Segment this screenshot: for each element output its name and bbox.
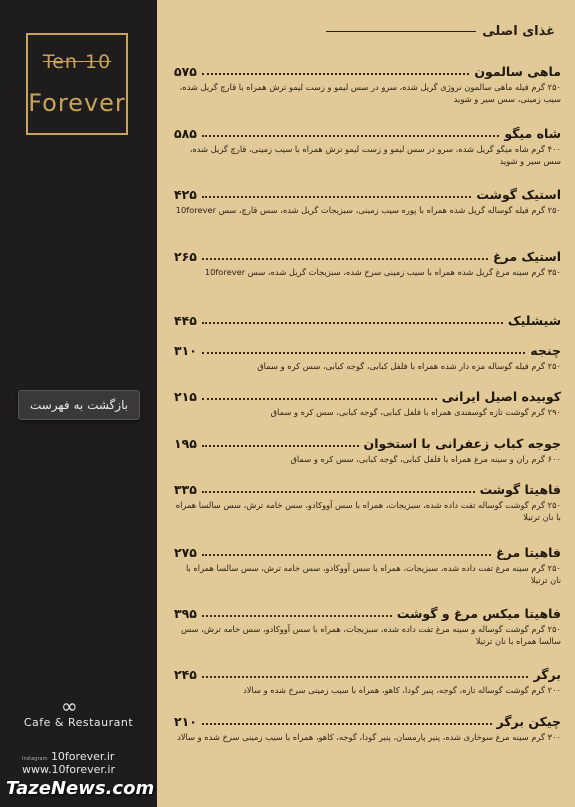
menu-item	[174, 187, 561, 216]
menu-item	[174, 389, 561, 418]
menu-item-name: جوجه کباب زعفرانی با استخوان	[363, 436, 561, 451]
leader-dots	[202, 352, 525, 354]
menu-item	[174, 343, 561, 372]
menu-item-name: شیشلیک	[507, 313, 561, 328]
menu-item-name: فاهیتا گوشت	[479, 482, 561, 497]
menu-item-name: شاه میگو	[504, 126, 561, 141]
menu-item-name: برگر	[533, 667, 561, 682]
menu-item	[174, 667, 561, 696]
menu-item-price: ۲۶۵	[174, 249, 197, 264]
logo-line2: Forever	[28, 89, 126, 117]
website-1-text: 10forever.ir	[50, 750, 115, 763]
menu-item-price: ۲۱۵	[174, 389, 197, 404]
watermark: TazeNews.com	[6, 778, 155, 799]
menu-item-row	[174, 313, 561, 328]
menu-item-price: ۵۸۵	[174, 126, 197, 141]
leader-dots	[202, 491, 475, 493]
menu-item-row	[174, 343, 561, 358]
menu-item-description: ۶۰۰ گرم ران و سینه مرغ همراه با فلفل کبابی، گوجه کبابی، سس کره و سماق	[290, 454, 561, 464]
menu-item-description: ۲۵۰ گرم گوشت گوساله و سینه مرغ تفت داده شده، سبزیجات، همراه با سس آووکادو، سس خامه ترش، سس سالسا همراه با نان ترتیلا	[181, 624, 561, 646]
menu-item-description: ۴۰۰ گرم شاه میگو گریل شده، سرو در سس لیمو و زست لیمو ترش همراه با سیب زمینی، قارچ گریل شده، سس سیر و شوید	[189, 144, 561, 166]
leader-dots	[202, 676, 529, 678]
leader-dots	[202, 398, 437, 400]
menu-item-row	[174, 545, 561, 560]
menu-item-row	[174, 64, 561, 79]
menu-item-description: ۲۵۰ گرم فیله ماهی سالمون نروژی گریل شده، سرو در سس لیمو و زست لیمو ترش همراه با قارچ گریل شده، سیب زمینی، سس سیر و شوید	[179, 82, 561, 104]
leader-dots	[202, 258, 488, 260]
menu-item	[174, 545, 561, 586]
menu-item-description: ۲۵۰ گرم فیله گوساله مزه دار شده همراه با فلفل کبابی، گوجه کبابی، سس کره و سماق	[257, 361, 561, 371]
menu-item-row	[174, 436, 561, 451]
leader-dots	[202, 73, 469, 75]
tagline: Cafe & Restaurant	[23, 716, 134, 729]
menu-item	[174, 64, 561, 105]
menu-item-name: استیک مرغ	[493, 249, 561, 264]
menu-item-price: ۱۹۵	[174, 436, 197, 451]
website-link-2[interactable]: www.10forever.ir	[22, 763, 115, 776]
menu-item	[174, 482, 561, 523]
section-title: غذای اصلی	[482, 24, 555, 39]
menu-item	[174, 606, 561, 647]
menu-item-price: ۲۱۰	[174, 714, 197, 729]
menu-item-row	[174, 126, 561, 141]
menu-item-description: ۲۵۰ گرم سینه مرغ تفت داده شده، سبزیجات، همراه با سس آووکادو، سس خامه ترش، سس سالسا همراه با نان ترتیلا	[185, 563, 561, 585]
menu-item-price: ۲۷۵	[174, 545, 197, 560]
menu-item-name: ماهی سالمون	[474, 64, 561, 79]
leader-dots	[202, 723, 492, 725]
menu-item-row	[174, 249, 561, 264]
leader-dots	[202, 196, 472, 198]
back-to-menu-button[interactable]: بازگشت به فهرست	[18, 390, 140, 420]
section-underline	[326, 31, 476, 32]
menu-item-row	[174, 482, 561, 497]
menu-item-description: ۳۰۰ گرم سینه مرغ سوخاری شده، پنیر پارمسان، پنیر گودا، گوجه، کاهو، همراه با سیب زمینی سرخ شده و سالاد	[177, 732, 561, 742]
menu-item-row	[174, 606, 561, 621]
menu-item-name: چیکن برگر	[496, 714, 561, 729]
menu-item	[174, 714, 561, 743]
menu-item-name: فاهیتا میکس مرغ و گوشت	[396, 606, 561, 621]
menu-item-price: ۴۲۵	[174, 187, 197, 202]
menu-item-row	[174, 714, 561, 729]
menu-item	[174, 126, 561, 167]
menu-item	[174, 436, 561, 465]
menu-item-name: کوبیده اصیل ایرانی	[441, 389, 561, 404]
infinity-icon: ∞	[61, 694, 78, 718]
website-small-label: Instagram	[22, 756, 48, 762]
menu-item	[174, 249, 561, 278]
menu-item-description: ۲۰۰ گرم گوشت گوساله تازه، گوجه، پنیر گودا، کاهو، همراه با سیب زمینی سرخ شده و سالاد	[243, 685, 561, 695]
menu-item-row	[174, 187, 561, 202]
brand-logo	[26, 33, 128, 135]
leader-dots	[202, 322, 503, 324]
menu-item-price: ۲۴۵	[174, 667, 197, 682]
menu-paper	[157, 0, 575, 807]
menu-item-price: ۴۴۵	[174, 313, 197, 328]
menu-item-description: ۲۵۰ گرم گوشت گوساله تفت داده شده، سبزیجات، همراه با سس آووکادو، سس خامه ترش، سس سالسا همراه با نان ترتیلا	[175, 500, 561, 522]
menu-item-price: ۳۳۵	[174, 482, 197, 497]
menu-item-price: ۵۷۵	[174, 64, 197, 79]
menu-item-description: ۲۵۰ گرم فیله گوساله گریل شده همراه با پوره سیب زمینی، سبزیجات گریل شده، سس قارچ، سس 10forever	[175, 205, 561, 215]
menu-item-row	[174, 667, 561, 682]
menu-item-price: ۳۱۰	[174, 343, 197, 358]
menu-item-name: استیک گوشت	[476, 187, 561, 202]
leader-dots	[202, 615, 392, 617]
menu-item-price: ۳۹۵	[174, 606, 197, 621]
leader-dots	[202, 445, 359, 447]
website-link-1[interactable]	[22, 750, 114, 763]
menu-item-name: فاهیتا مرغ	[496, 545, 561, 560]
leader-dots	[202, 135, 499, 137]
menu-item	[174, 313, 561, 328]
sidebar	[0, 0, 157, 807]
menu-item-description: ۲۹۰ گرم گوشت تازه گوسفندی همراه با فلفل کبابی، گوجه کبابی، سس کره و سماق	[270, 407, 561, 417]
menu-item-name: چنجه	[530, 343, 561, 358]
menu-item-row	[174, 389, 561, 404]
logo-line1: Ten 10	[42, 51, 112, 73]
leader-dots	[202, 554, 491, 556]
menu-item-description: ۳۵۰ گرم سینه مرغ گریل شده همراه با سیب زمینی سرخ شده، سبزیجات گریل شده، سس 10forever	[204, 267, 561, 277]
section-header	[326, 24, 555, 39]
